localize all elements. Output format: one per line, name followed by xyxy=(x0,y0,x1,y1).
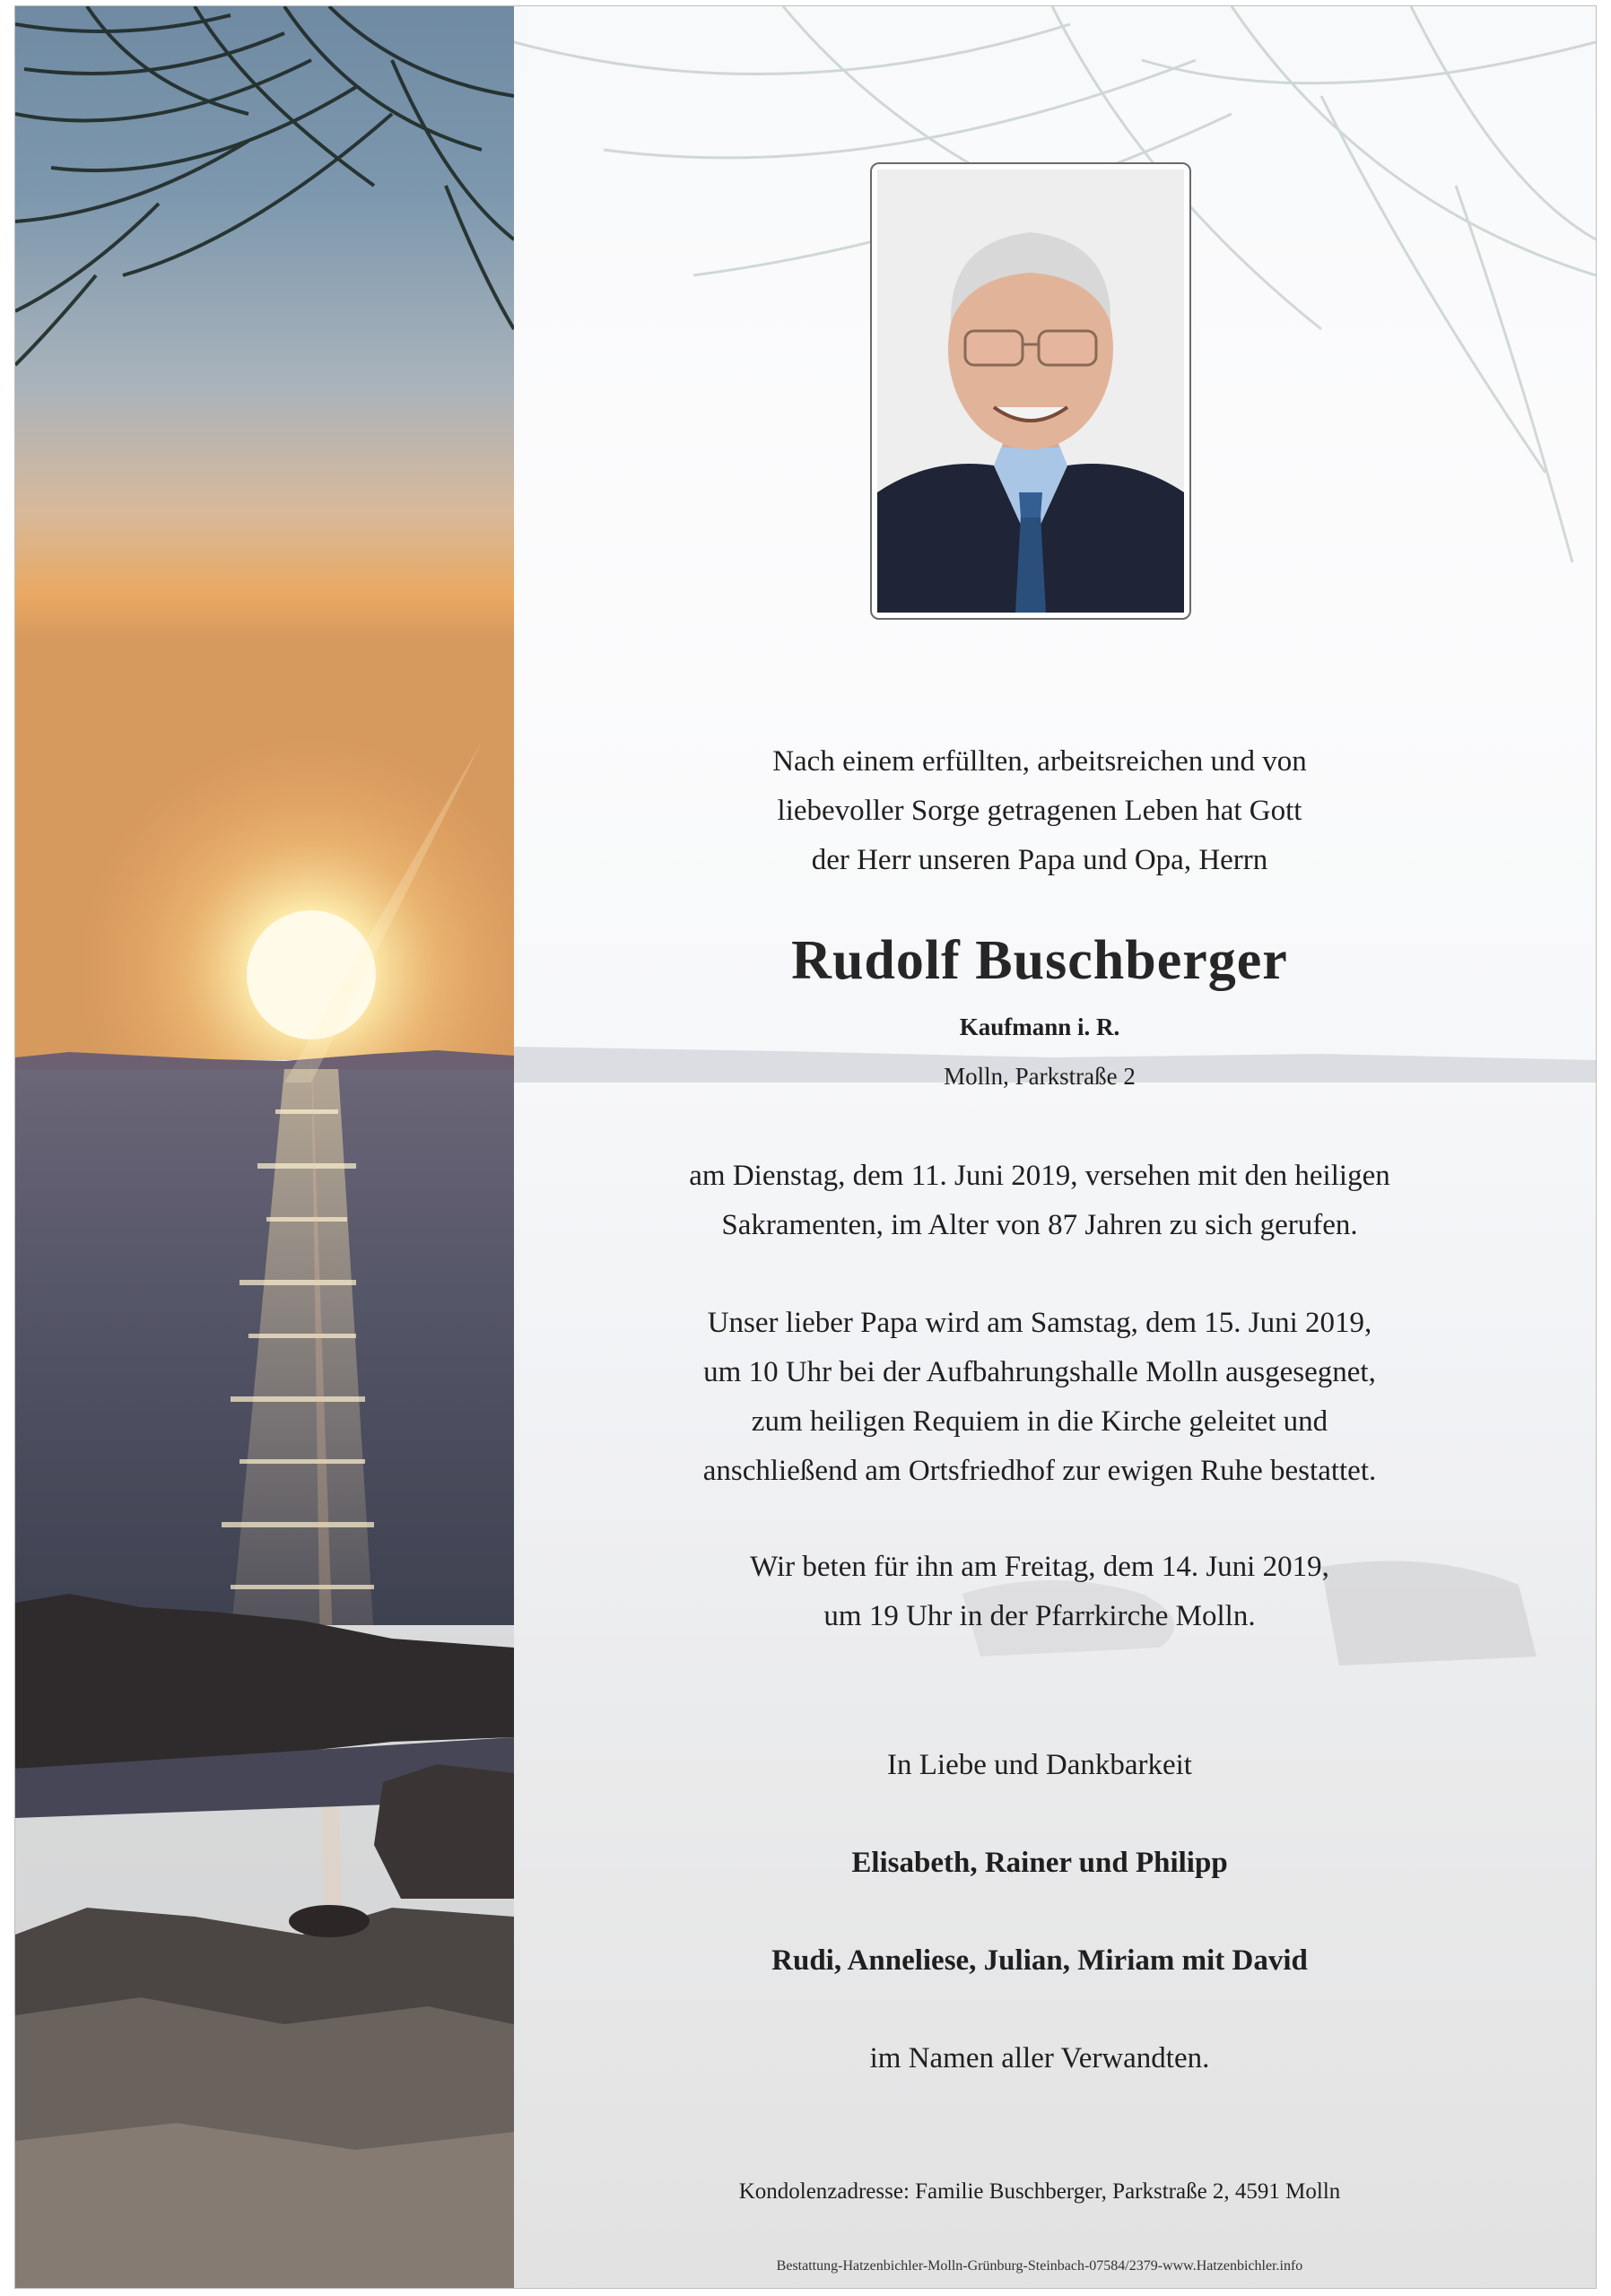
family-line-1: Elisabeth, Rainer und Philipp xyxy=(851,1847,1228,1879)
man-portrait-image xyxy=(877,170,1184,613)
prayer-notice xyxy=(499,1543,1581,1641)
burial-notice xyxy=(499,1299,1581,1496)
deceased-name: Rudolf Buschberger xyxy=(791,930,1288,991)
burial-line-1: Unser lieber Papa wird am Samstag, dem 15. Juni 2019, xyxy=(707,1307,1372,1339)
condolence-address: Kondolenzadresse: Familie Buschberger, Parkstraße 2, 4591 Molln xyxy=(738,2179,1341,2204)
closing-text: In Liebe und Dankbarkeit xyxy=(887,1749,1192,1781)
sunset-photo xyxy=(15,6,514,2288)
death-line-1: am Dienstag, dem 11. Juni 2019, versehen mit den heiligen xyxy=(689,1160,1390,1192)
deceased-title: Kaufmann i. R. xyxy=(959,1013,1120,1040)
intro-line-2: liebevoller Sorge getragenen Leben hat Gott xyxy=(777,795,1302,827)
burial-line-4: anschließend am Ortsfriedhof zur ewigen Ruhe bestattet. xyxy=(702,1455,1377,1487)
intro-text xyxy=(499,737,1581,885)
family-line-2: Rudi, Anneliese, Julian, Miriam mit David xyxy=(771,1944,1308,1977)
death-notice xyxy=(499,1152,1581,1250)
prayer-line-2: um 19 Uhr in der Pfarrkirche Molln. xyxy=(823,1600,1256,1632)
sunset-seascape-image xyxy=(15,6,514,2288)
portrait-photo xyxy=(870,162,1191,620)
deceased-address: Molln, Parkstraße 2 xyxy=(944,1063,1136,1090)
relatives-text: im Namen aller Verwandten. xyxy=(869,2042,1210,2074)
prayer-line-1: Wir beten für ihn am Freitag, dem 14. Juni 2019, xyxy=(750,1551,1329,1583)
burial-line-3: zum heiligen Requiem in die Kirche geleitet und xyxy=(751,1405,1328,1438)
intro-line-1: Nach einem erfüllten, arbeitsreichen und von xyxy=(772,745,1307,778)
burial-line-2: um 10 Uhr bei der Aufbahrungshalle Molln ausgesegnet, xyxy=(703,1356,1376,1388)
funeral-home-footer: Bestattung-Hatzenbichler-Molln-Grünburg-Steinbach-07584/2379-www.Hatzenbichler.info xyxy=(776,2258,1303,2274)
intro-line-3: der Herr unseren Papa und Opa, Herrn xyxy=(811,844,1268,876)
death-line-2: Sakramenten, im Alter von 87 Jahren zu sich gerufen. xyxy=(721,1209,1358,1241)
